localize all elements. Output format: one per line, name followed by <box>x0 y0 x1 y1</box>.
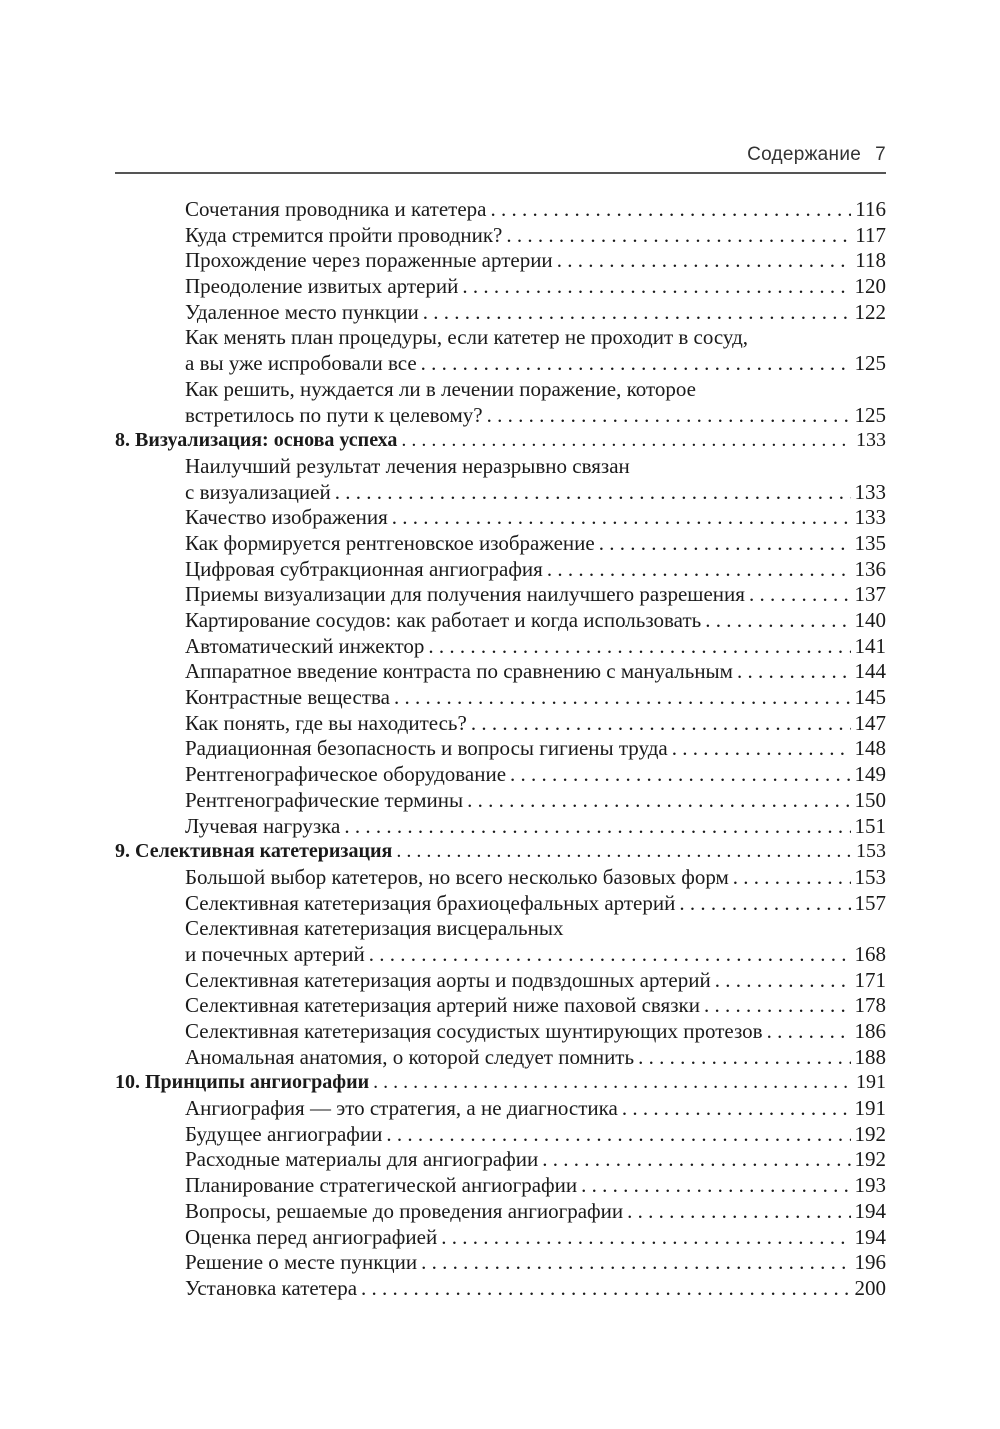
dot-leader <box>510 762 850 788</box>
toc-entry[interactable] <box>115 608 886 634</box>
entry-page-number: 192 <box>854 1121 886 1146</box>
entry-title: Радиационная безопасность и вопросы гигиены труда <box>185 736 668 761</box>
toc-line <box>115 531 886 557</box>
toc-line <box>115 788 886 814</box>
toc-entry[interactable] <box>115 685 886 711</box>
toc-line <box>115 634 886 660</box>
entry-page-number: 149 <box>854 762 886 787</box>
entry-title: Картирование сосудов: как работает и когда использовать <box>185 608 702 632</box>
dot-leader <box>599 531 851 557</box>
entry-page-number: 145 <box>854 685 886 710</box>
toc-entry[interactable] <box>115 659 886 685</box>
toc-chapter[interactable] <box>115 839 886 865</box>
entry-title: Преодоление извитых артерий <box>185 274 459 299</box>
dot-leader <box>441 1225 850 1251</box>
toc-entry[interactable] <box>115 1122 886 1148</box>
entry-title: с визуализацией <box>185 479 331 504</box>
toc-line <box>115 608 886 634</box>
dot-leader <box>423 300 851 326</box>
entry-title: Качество изображения <box>185 505 388 530</box>
toc-line <box>115 993 886 1019</box>
entry-title: 10. Принципы ангиографии <box>115 1071 370 1094</box>
dot-leader <box>547 557 851 583</box>
dot-leader <box>396 839 852 865</box>
entry-page-number: 153 <box>854 864 886 889</box>
dot-leader <box>672 736 851 762</box>
toc-line <box>115 300 886 326</box>
toc-line <box>115 942 886 968</box>
toc-line <box>115 1173 886 1199</box>
toc-line <box>115 891 886 917</box>
toc-line <box>115 248 886 274</box>
dot-leader <box>421 1250 850 1276</box>
entry-title: Рентгенографическое оборудование <box>185 762 507 787</box>
dot-leader <box>638 1045 850 1071</box>
entry-page-number: 196 <box>854 1250 886 1275</box>
dot-leader <box>386 1122 850 1148</box>
entry-page-number: 122 <box>854 299 886 324</box>
dot-leader <box>581 1173 850 1199</box>
toc-entry[interactable] <box>115 788 886 814</box>
toc-entry[interactable] <box>115 865 886 891</box>
toc-line <box>115 377 886 403</box>
toc-line <box>115 223 886 249</box>
dot-leader <box>705 608 850 634</box>
entry-page-number: 117 <box>855 222 886 247</box>
toc-entry[interactable] <box>115 968 886 994</box>
dot-leader <box>401 428 852 454</box>
toc-entry[interactable] <box>115 814 886 840</box>
entry-page-number: 133 <box>854 505 886 530</box>
entry-title: 9. Селективная катетеризация <box>115 840 393 863</box>
toc-entry[interactable] <box>115 377 886 428</box>
toc-entry[interactable] <box>115 531 886 557</box>
entry-title: Расходные материалы для ангиографии <box>185 1147 539 1172</box>
toc-line <box>115 325 886 351</box>
entry-page-number: 157 <box>854 890 886 915</box>
dot-leader <box>737 659 851 685</box>
toc-entry[interactable] <box>115 1276 886 1302</box>
toc-entry[interactable] <box>115 1173 886 1199</box>
entry-title: Селективная катетеризация сосудистых шунтирующих протезов <box>185 1019 763 1043</box>
entry-title: Решение о месте пункции <box>185 1250 418 1275</box>
toc-line <box>115 968 886 994</box>
dot-leader <box>627 1199 850 1225</box>
entry-title: Приемы визуализации для получения наилучшего разрешения <box>185 582 745 607</box>
running-header <box>115 140 886 174</box>
toc-chapter[interactable] <box>115 428 886 454</box>
entry-title: Рентгенографические термины <box>185 787 464 812</box>
entry-page-number: 133 <box>856 429 886 452</box>
toc-line <box>115 659 886 685</box>
dot-leader <box>373 1070 852 1096</box>
entry-title: Как формируется рентгеновское изображение <box>185 530 595 555</box>
toc-line <box>115 1199 886 1225</box>
entry-page-number: 140 <box>854 608 886 632</box>
toc-line <box>115 197 886 223</box>
entry-title: Контрастные вещества <box>185 685 390 710</box>
toc-entry[interactable] <box>115 1199 886 1225</box>
entry-page-number: 144 <box>854 659 886 684</box>
dot-leader <box>462 274 850 300</box>
entry-page-number: 148 <box>854 736 886 761</box>
entry-title: Автоматический инжектор <box>185 633 425 658</box>
toc-entry[interactable] <box>115 248 886 274</box>
page-number: 7 <box>875 144 886 165</box>
entry-title: встретилось по пути к целевому? <box>185 402 483 427</box>
dot-leader <box>471 711 851 737</box>
toc-entry[interactable] <box>115 736 886 762</box>
entry-page-number: 141 <box>854 633 886 658</box>
toc-line <box>115 1225 886 1251</box>
toc-line <box>115 582 886 608</box>
entry-page-number: 120 <box>854 274 886 299</box>
toc-line <box>115 865 886 891</box>
entry-page-number: 193 <box>854 1173 886 1198</box>
dot-leader <box>487 403 851 429</box>
toc-line <box>115 814 886 840</box>
entry-page-number: 136 <box>854 556 886 581</box>
entry-title: Планирование стратегической ангиографии <box>185 1173 578 1198</box>
toc-entry[interactable] <box>115 557 886 583</box>
entry-title: Большой выбор катетеров, но всего несколько базовых форм <box>185 864 729 889</box>
toc-entry[interactable] <box>115 762 886 788</box>
toc-line <box>115 454 886 480</box>
toc-line <box>115 711 886 737</box>
entry-title: Аппаратное введение контраста по сравнению с мануальным <box>185 659 733 684</box>
dot-leader <box>704 993 851 1019</box>
toc-line <box>115 557 886 583</box>
toc-line <box>115 274 886 300</box>
dot-leader <box>335 480 851 506</box>
toc-entry[interactable] <box>115 1147 886 1173</box>
dot-leader <box>467 788 850 814</box>
entry-title: Аномальная анатомия, о которой следует помнить <box>185 1044 635 1069</box>
entry-title: Как менять план процедуры, если катетер не проходит в сосуд, <box>185 325 749 350</box>
header-title <box>733 144 886 166</box>
entry-title: Сочетания проводника и катетера <box>185 197 487 221</box>
dot-leader <box>749 582 851 608</box>
toc-line <box>115 1019 886 1045</box>
toc-line <box>115 916 886 942</box>
entry-page-number: 135 <box>854 530 886 555</box>
entry-title: Селективная катетеризация брахиоцефальных артерий <box>185 890 676 915</box>
entry-title: Оценка перед ангиографией <box>185 1224 438 1249</box>
entry-page-number: 118 <box>855 248 886 273</box>
entry-title: Цифровая субтракционная ангиография <box>185 556 543 581</box>
toc-entry[interactable] <box>115 1225 886 1251</box>
dot-leader <box>506 223 851 249</box>
toc-entry[interactable] <box>115 505 886 531</box>
dot-leader <box>490 197 851 223</box>
toc-line <box>115 403 886 429</box>
entry-title: 8. Визуализация: основа успеха <box>115 429 398 452</box>
toc-entry[interactable] <box>115 274 886 300</box>
toc-line <box>115 1070 886 1096</box>
dot-leader <box>542 1147 850 1173</box>
toc-line <box>115 1096 886 1122</box>
dot-leader <box>679 891 850 917</box>
entry-page-number: 150 <box>854 787 886 812</box>
toc-entry[interactable] <box>115 891 886 917</box>
toc-entry[interactable] <box>115 711 886 737</box>
entry-page-number: 125 <box>854 402 886 427</box>
toc-entry[interactable] <box>115 223 886 249</box>
entry-title: Как решить, нуждается ли в лечении поражение, которое <box>185 376 696 401</box>
entry-title: Удаленное место пункции <box>185 299 419 324</box>
toc-entry[interactable] <box>115 1096 886 1122</box>
toc-line <box>115 1250 886 1276</box>
toc-entry[interactable] <box>115 1250 886 1276</box>
toc-line <box>115 428 886 454</box>
entry-page-number: 186 <box>854 1019 886 1043</box>
entry-title: а вы уже испробовали все <box>185 351 417 376</box>
entry-title: Наилучший результат лечения неразрывно связан <box>185 453 630 478</box>
entry-page-number: 171 <box>854 967 886 992</box>
entry-title: Будущее ангиографии <box>185 1121 383 1146</box>
table-of-contents <box>115 197 886 1302</box>
entry-title: Ангиография — это стратегия, а не диагностика <box>185 1096 618 1121</box>
entry-page-number: 133 <box>854 479 886 504</box>
entry-title: Лучевая нагрузка <box>185 813 341 838</box>
entry-title: Вопросы, решаемые до проведения ангиографии <box>185 1198 624 1223</box>
entry-page-number: 178 <box>854 993 886 1018</box>
toc-entry[interactable] <box>115 582 886 608</box>
toc-entry[interactable] <box>115 1019 886 1045</box>
dot-leader <box>369 942 851 968</box>
dot-leader <box>392 505 851 531</box>
entry-title: Прохождение через пораженные артерии <box>185 248 553 273</box>
toc-entry[interactable] <box>115 634 886 660</box>
dot-leader <box>428 634 850 660</box>
entry-page-number: 188 <box>854 1044 886 1069</box>
dot-leader <box>715 968 851 994</box>
toc-entry[interactable] <box>115 197 886 223</box>
dot-leader <box>733 865 851 891</box>
toc-entry[interactable] <box>115 916 886 967</box>
dot-leader <box>394 685 851 711</box>
dot-leader <box>421 351 851 377</box>
entry-title: Куда стремится пройти проводник? <box>185 222 503 247</box>
entry-title: Селективная катетеризация аорты и подвздошных артерий <box>185 967 711 992</box>
toc-entry[interactable] <box>115 454 886 505</box>
entry-page-number: 200 <box>854 1275 886 1300</box>
toc-line <box>115 1276 886 1302</box>
dot-leader <box>361 1276 850 1302</box>
entry-title: и почечных артерий <box>185 941 365 966</box>
dot-leader <box>622 1096 851 1122</box>
toc-chapter[interactable] <box>115 1070 886 1096</box>
entry-page-number: 194 <box>854 1224 886 1249</box>
entry-page-number: 191 <box>856 1071 886 1094</box>
entry-page-number: 168 <box>854 941 886 966</box>
entry-page-number: 194 <box>854 1198 886 1223</box>
dot-leader <box>767 1019 851 1045</box>
toc-entry[interactable] <box>115 300 886 326</box>
toc-line <box>115 762 886 788</box>
toc-line <box>115 1045 886 1071</box>
entry-page-number: 147 <box>854 710 886 735</box>
toc-line <box>115 736 886 762</box>
toc-line <box>115 685 886 711</box>
entry-page-number: 153 <box>856 840 886 863</box>
toc-line <box>115 1147 886 1173</box>
toc-line <box>115 1122 886 1148</box>
entry-page-number: 137 <box>854 582 886 607</box>
entry-page-number: 192 <box>854 1147 886 1172</box>
toc-line <box>115 839 886 865</box>
entry-title: Селективная катетеризация артерий ниже паховой связки <box>185 993 700 1018</box>
toc-entry[interactable] <box>115 993 886 1019</box>
entry-title: Установка катетера <box>185 1275 358 1300</box>
toc-line <box>115 480 886 506</box>
entry-title: Как понять, где вы находитесь? <box>185 710 467 735</box>
toc-line <box>115 351 886 377</box>
entry-page-number: 125 <box>854 351 886 376</box>
entry-title: Селективная катетеризация висцеральных <box>185 916 564 941</box>
toc-entry[interactable] <box>115 1045 886 1071</box>
dot-leader <box>344 814 850 840</box>
entry-page-number: 151 <box>854 813 886 838</box>
dot-leader <box>557 248 852 274</box>
toc-line <box>115 505 886 531</box>
entry-page-number: 116 <box>855 197 886 221</box>
toc-entry[interactable] <box>115 325 886 376</box>
section-title: Содержание <box>747 144 862 165</box>
entry-page-number: 191 <box>854 1096 886 1121</box>
